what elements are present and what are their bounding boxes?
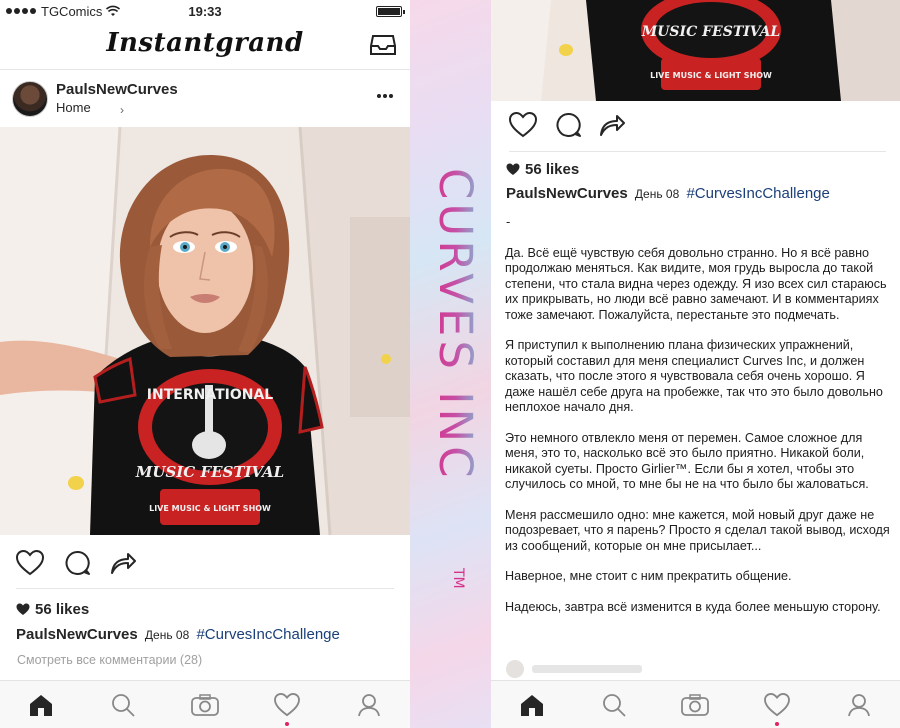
home-icon [519,693,545,717]
post-actions [509,112,625,138]
post-photo[interactable] [0,127,410,535]
tab-activity[interactable] [762,690,792,720]
heart-icon[interactable] [509,112,537,138]
post-location[interactable]: Home [56,100,91,115]
caption-paragraph: Надеюсь, завтра всё изменится в куда более меньшую сторону. [505,600,881,615]
chevron-right-icon: › [120,103,124,117]
post-username[interactable]: PaulsNewCurves [56,81,178,98]
profile-icon [357,693,381,717]
heart-filled-icon [16,603,30,616]
tab-home[interactable] [517,690,547,720]
heart-icon[interactable] [16,550,44,576]
caption-paragraph: Я приступил к выполнению плана физических упражнений, который составил для меня специалист Curves Inc, и должен сказать, что после этого я чувствовала себя очень хорошо. Я даже нашёл себе друга на пробежке, так что это было довольно неплохое начало дня. [505,338,883,415]
comment-icon[interactable] [555,112,581,138]
likes-label: 56 likes [35,601,90,618]
faded-comment-row [506,660,706,678]
status-bar [0,0,410,22]
banner-tm: TM [450,568,466,589]
curves-inc-banner [410,0,491,728]
tab-profile[interactable] [844,690,874,720]
heart-filled-icon [506,163,520,176]
banner-logo [429,168,482,608]
search-icon [111,693,135,717]
camera-icon [681,694,709,716]
inbox-icon[interactable] [370,34,396,56]
right-phone-screen [491,0,900,728]
notification-dot [775,722,779,726]
activity-heart-icon [764,693,790,717]
signal-icon [6,8,36,14]
banner-text: CURVES INC [429,168,482,482]
caption [506,185,830,202]
tab-bar [491,680,900,728]
wifi-icon [106,6,120,17]
divider [16,588,394,589]
shirt-print-line1: INTERNATIONAL [146,387,274,403]
caption-hashtag[interactable]: #CurvesIncChallenge [686,185,830,202]
home-icon [28,693,54,717]
tab-bar [0,680,410,728]
caption-day: День 08 [144,628,190,642]
app-header [0,22,410,70]
post-photo-cropped[interactable] [491,0,900,101]
shirt-print-crop-line2: MUSIC FESTIVAL [641,24,781,40]
avatar[interactable] [12,81,48,117]
activity-heart-icon [274,693,300,717]
caption-body [505,246,890,631]
tab-camera[interactable] [680,690,710,720]
caption [16,626,340,643]
comment-placeholder [532,665,642,673]
notification-dot [285,722,289,726]
camera-icon [191,694,219,716]
carrier-name: TGComics [41,3,103,19]
likes-count[interactable] [506,161,579,178]
shirt-print-crop-line3: LIVE MUSIC & LIGHT SHOW [650,71,772,80]
tab-search[interactable] [108,690,138,720]
comment-avatar [506,660,524,678]
tab-search[interactable] [599,690,629,720]
likes-label: 56 likes [525,161,580,178]
caption-paragraph: Да. Всё ещё чувствую себя довольно странно. Но я всё равно продолжаю меняться. Как видите, моя грудь выросла до такой степени, что стала видна через одежду. Я изо всех сил стараюсь их прикрывать, но люди всё равно замечают. И в комментариях тоже замечают. Пожалуйста, перестаньте это подмечать. [505,246,887,322]
caption-paragraph: Это немного отвлекло меня от перемен. Самое сложное для меня, это то, насколько всё это было приятно. Никакой боли, никакой суеты. Просто Girlier™. Если бы я хотел, чтобы это случилось со мной, то мне бы не на что было бы жаловаться. [505,430,869,492]
left-phone-screen [0,0,410,728]
caption-paragraph: Наверное, мне стоит с ним прекратить общение. [505,569,792,584]
status-time: 19:33 [188,3,222,19]
caption-hashtag[interactable]: #CurvesIncChallenge [196,626,340,643]
caption-paragraph: Меня рассмешило одно: мне кажется, мой новый друг даже не подозревает, что я парень? Просто я сделал такой вывод, исходя из сообщений, которые он мне присылает... [505,507,890,553]
caption-username[interactable]: PaulsNewCurves [506,185,628,202]
profile-icon [847,693,871,717]
share-icon[interactable] [110,551,136,575]
post-header [0,71,410,127]
caption-username[interactable]: PaulsNewCurves [16,626,138,643]
shirt-print-line3: LIVE MUSIC & LIGHT SHOW [149,504,271,513]
tab-home[interactable] [26,690,56,720]
post-actions [16,550,136,576]
divider [509,151,886,152]
comment-icon[interactable] [64,550,90,576]
search-icon [602,693,626,717]
caption-day: День 08 [634,187,680,201]
tab-activity[interactable] [272,690,302,720]
likes-count[interactable] [16,601,89,618]
view-comments-link[interactable]: Смотреть все комментарии (28) [17,653,203,667]
tab-profile[interactable] [354,690,384,720]
share-icon[interactable] [599,113,625,137]
shirt-print-line2: MUSIC FESTIVAL [135,463,285,481]
caption-separator: - [506,214,511,229]
battery-icon [376,6,402,17]
app-logo: Instantgrand [106,28,304,58]
tab-camera[interactable] [190,690,220,720]
more-icon[interactable] [376,93,394,99]
